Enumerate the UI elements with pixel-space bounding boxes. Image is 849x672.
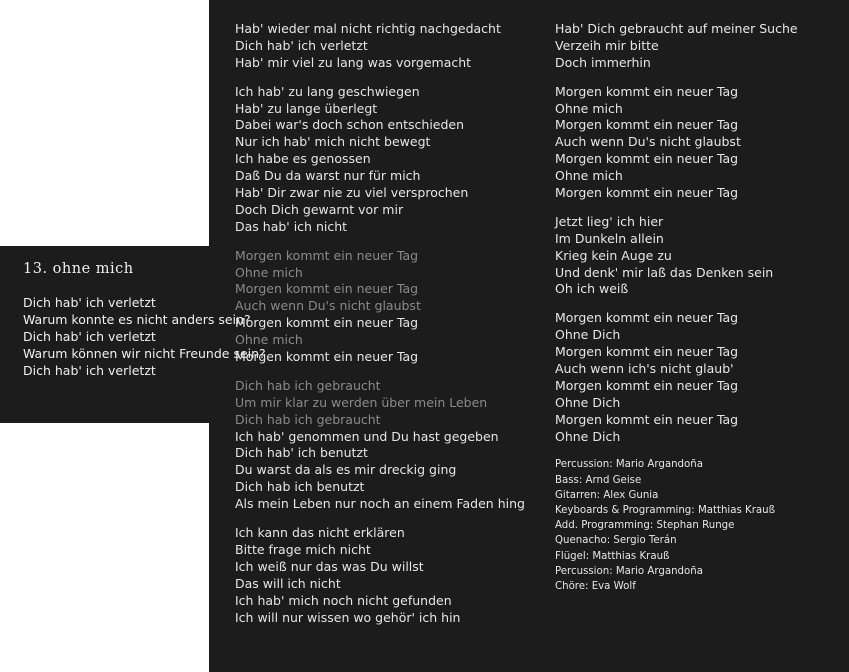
lyric-line: Morgen kommt ein neuer Tag: [555, 185, 739, 201]
lyric-line: Dich hab' ich benutzt: [235, 445, 368, 461]
lyric-line: Ich will nur wissen wo gehör' ich hin: [235, 609, 461, 625]
lyric-line: Auch wenn ich's nicht glaub': [555, 361, 734, 377]
lyric-line: Dich hab ich gebraucht: [235, 411, 381, 427]
lyric-line: Hab' wieder mal nicht richtig nachgedacht: [235, 21, 501, 36]
lyric-line: Morgen kommt ein neuer Tag: [235, 247, 419, 263]
song-title: 13. ohne mich: [23, 261, 134, 277]
stanza: [555, 214, 845, 298]
lyric-line: Doch Dich gewarnt vor mir: [235, 201, 404, 217]
lyric-line: Auch wenn Du's nicht glaubst: [235, 298, 421, 314]
lyric-line: Ohne mich: [555, 168, 623, 184]
lyrics-column-right: [555, 21, 845, 594]
credit-line: Percussion: Mario Argandoña: [555, 459, 703, 471]
lyric-line: Dich hab ich gebraucht: [235, 377, 381, 393]
credit-line: Flügel: Matthias Krauß: [555, 550, 670, 562]
lyric-line: Morgen kommt ein neuer Tag: [555, 344, 739, 360]
lyric-line: Oh ich weiß: [555, 281, 629, 297]
lyric-line: Dich hab ich benutzt: [235, 479, 365, 495]
lyric-line: Ohne mich: [555, 100, 623, 116]
lyric-line: Hab' mir viel zu lang was vorgemacht: [235, 54, 472, 70]
lyric-line: Auch wenn Du's nicht glaubst: [555, 134, 741, 150]
lyric-line: Morgen kommt ein neuer Tag: [235, 281, 419, 297]
lyric-line: Krieg kein Auge zu: [555, 247, 672, 263]
lyric-line: Ohne Dich: [555, 394, 621, 410]
lyric-line: Das will ich nicht: [235, 575, 341, 591]
lyric-line: Morgen kommt ein neuer Tag: [555, 83, 739, 99]
credit-line: Add. Programming: Stephan Runge: [555, 520, 735, 532]
lyric-line: Morgen kommt ein neuer Tag: [235, 315, 419, 331]
intro-line: Dich hab' ich verletzt: [23, 328, 156, 344]
lyric-line: Bitte frage mich nicht: [235, 541, 371, 557]
intro-line: Dich hab' ich verletzt: [23, 295, 156, 310]
lyric-line: Das hab' ich nicht: [235, 218, 348, 234]
credit-line: Quenacho: Sergio Terán: [555, 535, 677, 547]
credits-list: [555, 457, 845, 594]
lyric-line: Morgen kommt ein neuer Tag: [555, 411, 739, 427]
intro-lyrics: [23, 295, 266, 379]
credit-line: Keyboards & Programming: Matthias Krauß: [555, 505, 776, 517]
lyric-line: Ich hab' zu lang geschwiegen: [235, 83, 420, 99]
lyric-line: Hab' Dir zwar nie zu viel versprochen: [235, 185, 469, 201]
stanza: [235, 248, 545, 366]
lyric-line: Daß Du da warst nur für mich: [235, 168, 421, 184]
credit-line: Chöre: Eva Wolf: [555, 580, 636, 592]
stanza: [555, 310, 845, 445]
lyric-line: Um mir klar zu werden über mein Leben: [235, 394, 488, 410]
lyric-line: Ich kann das nicht erklären: [235, 525, 405, 541]
stanza: [235, 525, 545, 626]
lyric-line: Morgen kommt ein neuer Tag: [235, 349, 419, 365]
intro-line: Dich hab' ich verletzt: [23, 362, 156, 378]
credit-line: Gitarren: Alex Gunia: [555, 489, 659, 501]
lyric-line: Verzeih mir bitte: [555, 37, 659, 53]
lyric-line: Und denk' mir laß das Denken sein: [555, 264, 774, 280]
lyric-line: Morgen kommt ein neuer Tag: [555, 310, 739, 326]
lyrics-column-left: [235, 21, 545, 638]
credit-line: Percussion: Mario Argandoña: [555, 565, 703, 577]
lyric-line: Als mein Leben nur noch an einem Faden hing: [235, 496, 525, 512]
lyric-line: Doch immerhin: [555, 54, 651, 70]
stanza: [235, 21, 545, 72]
stanza: [555, 84, 845, 202]
lyric-line: Ich habe es genossen: [235, 151, 371, 167]
lyric-line: Ohne Dich: [555, 428, 621, 444]
lyric-line: Morgen kommt ein neuer Tag: [555, 377, 739, 393]
stanza: [235, 84, 545, 236]
lyric-line: Dich hab' ich verletzt: [235, 37, 368, 53]
lyric-line: Nur ich hab' mich nicht bewegt: [235, 134, 431, 150]
credit-line: Bass: Arnd Geise: [555, 474, 642, 486]
lyric-line: Ohne mich: [235, 264, 303, 280]
lyric-line: Hab' zu lange überlegt: [235, 100, 378, 116]
lyric-line: Dabei war's doch schon entschieden: [235, 117, 465, 133]
lyric-line: Du warst da als es mir dreckig ging: [235, 462, 457, 478]
intro-line: Warum können wir nicht Freunde sein?: [23, 345, 266, 361]
lyric-line: Im Dunkeln allein: [555, 230, 664, 246]
lyric-line: Ohne Dich: [555, 327, 621, 343]
lyric-line: Morgen kommt ein neuer Tag: [555, 151, 739, 167]
stanza: [235, 378, 545, 513]
lyric-line: Ohne mich: [235, 332, 303, 348]
lyric-line: Ich hab' genommen und Du hast gegeben: [235, 428, 499, 444]
lyric-line: Jetzt lieg' ich hier: [555, 213, 664, 229]
lyric-line: Ich hab' mich noch nicht gefunden: [235, 592, 452, 608]
lyric-line: Hab' Dich gebraucht auf meiner Suche: [555, 21, 798, 36]
lyric-line: Morgen kommt ein neuer Tag: [555, 117, 739, 133]
lyric-line: Ich weiß nur das was Du willst: [235, 558, 424, 574]
stanza: [555, 21, 845, 72]
intro-line: Warum konnte es nicht anders sein?: [23, 311, 251, 327]
